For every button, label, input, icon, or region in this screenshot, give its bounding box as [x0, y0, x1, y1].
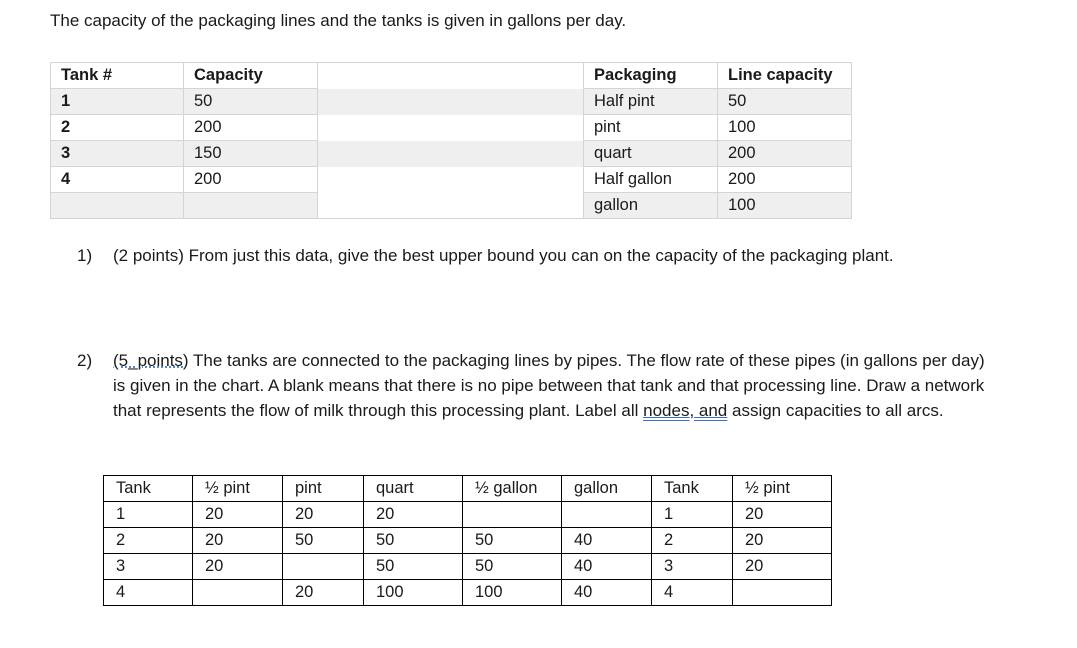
tank-cell: 4 — [51, 167, 184, 193]
packaging-cell: pint — [584, 115, 718, 141]
line-capacity-cell: 50 — [718, 89, 852, 115]
header-tank: Tank # — [51, 63, 184, 89]
flow-cell — [193, 580, 283, 606]
flow-cell: 2 — [652, 528, 733, 554]
flow-cell — [733, 580, 832, 606]
flow-cell: 40 — [562, 528, 652, 554]
line-capacity-cell: 200 — [718, 167, 852, 193]
table-header-row — [51, 63, 852, 89]
flow-cell — [562, 502, 652, 528]
capacity-cell: 150 — [184, 141, 318, 167]
question-2-text-b: assign capacities to all arcs. — [727, 401, 944, 420]
flow-header-cell: ½ pint — [733, 476, 832, 502]
flow-cell: 20 — [193, 554, 283, 580]
flow-cell: 1 — [104, 502, 193, 528]
question-1-number: 1) — [77, 246, 93, 265]
flow-header-cell: quart — [364, 476, 463, 502]
question-1-text: (2 points) From just this data, give the best upper bound you can on the capacity of the packaging plant. — [113, 246, 894, 265]
flow-header-cell: ½ gallon — [463, 476, 562, 502]
table-row — [51, 193, 852, 219]
question-2 — [77, 348, 997, 423]
flow-cell — [463, 502, 562, 528]
spacer-cell — [318, 141, 584, 167]
packaging-cell: quart — [584, 141, 718, 167]
tank-cell — [51, 193, 184, 219]
table-row — [51, 115, 852, 141]
table-row — [51, 141, 852, 167]
flow-row — [104, 528, 832, 554]
capacity-cell — [184, 193, 318, 219]
header-packaging: Packaging — [584, 63, 718, 89]
flow-cell: 2 — [104, 528, 193, 554]
flow-header-row — [104, 476, 832, 502]
spacer-cell — [318, 115, 584, 141]
capacity-table — [50, 62, 852, 219]
flow-header-cell: Tank — [652, 476, 733, 502]
spacer-cell — [318, 193, 584, 219]
flow-row — [104, 554, 832, 580]
spacer-cell — [318, 89, 584, 115]
flow-table — [103, 475, 832, 606]
tank-cell: 2 — [51, 115, 184, 141]
line-capacity-cell: 100 — [718, 193, 852, 219]
header-capacity: Capacity — [184, 63, 318, 89]
flow-cell: 1 — [652, 502, 733, 528]
flow-cell: 50 — [463, 528, 562, 554]
flow-cell: 50 — [463, 554, 562, 580]
question-2-underlined: nodes, and — [643, 401, 728, 420]
line-capacity-cell: 100 — [718, 115, 852, 141]
flow-cell: 50 — [364, 528, 463, 554]
flow-cell: 3 — [652, 554, 733, 580]
spacer-cell — [318, 167, 584, 193]
flow-header-cell: ½ pint — [193, 476, 283, 502]
flow-row — [104, 502, 832, 528]
packaging-cell: Half pint — [584, 89, 718, 115]
flow-cell: 40 — [562, 580, 652, 606]
line-capacity-cell: 200 — [718, 141, 852, 167]
question-2-points: (5_points) — [113, 351, 189, 370]
question-2-number: 2) — [77, 351, 93, 370]
spacer-cell — [318, 63, 584, 89]
table-row — [51, 167, 852, 193]
flow-cell: 20 — [733, 528, 832, 554]
flow-cell: 4 — [104, 580, 193, 606]
flow-cell: 20 — [733, 502, 832, 528]
capacity-cell: 200 — [184, 115, 318, 141]
flow-row — [104, 580, 832, 606]
flow-cell: 4 — [652, 580, 733, 606]
question-1 — [77, 243, 1037, 268]
flow-cell: 20 — [193, 528, 283, 554]
flow-cell: 20 — [193, 502, 283, 528]
packaging-cell: Half gallon — [584, 167, 718, 193]
packaging-cell: gallon — [584, 193, 718, 219]
header-line-capacity: Line capacity — [718, 63, 852, 89]
tank-cell: 1 — [51, 89, 184, 115]
capacity-cell: 50 — [184, 89, 318, 115]
flow-cell: 50 — [364, 554, 463, 580]
flow-cell: 3 — [104, 554, 193, 580]
flow-header-cell: gallon — [562, 476, 652, 502]
flow-cell — [283, 554, 364, 580]
flow-cell: 40 — [562, 554, 652, 580]
flow-cell: 20 — [283, 502, 364, 528]
flow-cell: 100 — [463, 580, 562, 606]
capacity-cell: 200 — [184, 167, 318, 193]
table-row — [51, 89, 852, 115]
question-2-text-a: The tanks are connected to the packaging lines by pipes. The flow rate of these pipes (in gallons per day) is given in the chart. A blank means that there is no pipe between that tank and that processing line. Draw a network that represents the flow of milk through this processing plant. Label all — [113, 351, 985, 420]
intro-text: The capacity of the packaging lines and the tanks is given in gallons per day. — [50, 11, 627, 30]
flow-header-cell: pint — [283, 476, 364, 502]
tank-cell: 3 — [51, 141, 184, 167]
flow-cell: 20 — [283, 580, 364, 606]
question-2-text — [113, 348, 997, 423]
flow-cell: 20 — [364, 502, 463, 528]
flow-cell: 50 — [283, 528, 364, 554]
flow-header-cell: Tank — [104, 476, 193, 502]
flow-cell: 100 — [364, 580, 463, 606]
flow-cell: 20 — [733, 554, 832, 580]
